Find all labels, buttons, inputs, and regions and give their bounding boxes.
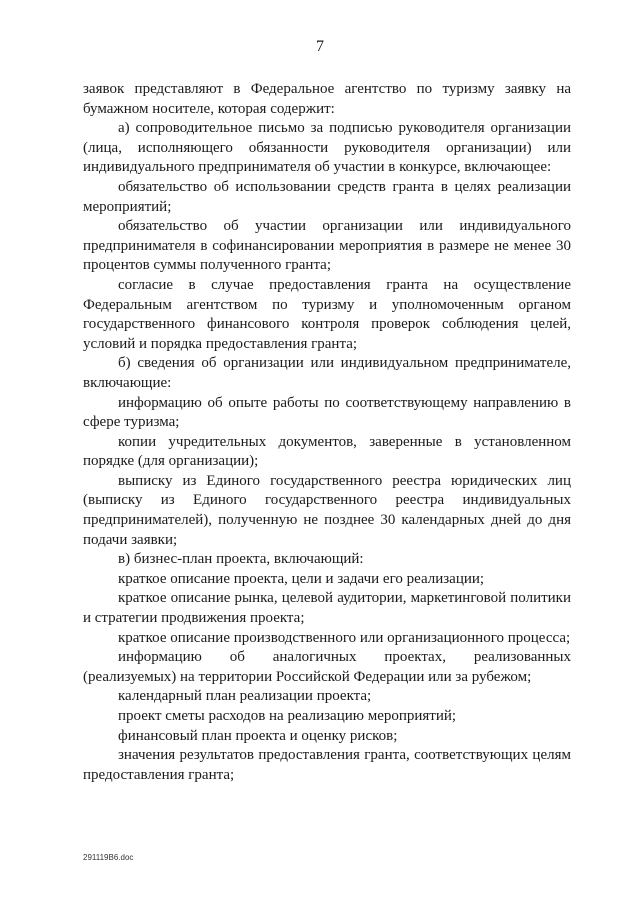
paragraph: а) сопроводительное письмо за подписью руководителя организации (лица, исполняющего обязанности руководителя организации) или индивидуального предпринимателя об участии в конкурсе, включающее: [83, 120, 571, 176]
paragraph: копии учредительных документов, заверенные в установленном порядке (для организации); [83, 433, 571, 470]
paragraph: календарный план реализации проекта; [118, 688, 372, 705]
paragraph: б) сведения об организации или индивидуальном предпринимателе, включающие: [83, 355, 571, 391]
document-code: 291119B6.doc [83, 853, 134, 862]
paragraph: обязательство об использовании средств гранта в целях реализации мероприятий; [83, 178, 571, 215]
paragraph: краткое описание рынка, целевой аудитории, маркетинговой политики и стратегии продвижения проекта; [83, 590, 571, 627]
paragraph: обязательство об участии организации или индивидуального предпринимателя в софинансировании мероприятия в размере не менее 30 процентов суммы полученного гранта; [83, 218, 571, 274]
page-number: 7 [316, 38, 324, 55]
paragraph: выписку из Единого государственного реестра юридических лиц (выписку из Единого государственного реестра индивидуальных предпринимателей), полученную не позднее 30 календарных дней до дня подачи заявки; [83, 472, 571, 548]
paragraph: краткое описание производственного или организационного процесса; [118, 629, 571, 646]
paragraph: финансовый план проекта и оценку рисков; [118, 727, 398, 744]
paragraph: краткое описание проекта, цели и задачи его реализации; [118, 570, 485, 587]
document-body [83, 80, 571, 785]
paragraph: заявок представляют в Федеральное агентство по туризму заявку на бумажном носителе, которая содержит: [83, 81, 571, 117]
paragraph: значения результатов предоставления гранта, соответствующих целям предоставления гранта; [83, 747, 571, 783]
paragraph: информацию об опыте работы по соответствующему направлению в сфере туризма; [83, 394, 571, 431]
paragraph: согласие в случае предоставления гранта на осуществление Федеральным агентством по туризму и уполномоченным органом государственного финансового контроля проверок соблюдения целей, условий и порядка предоставления гранта; [83, 276, 571, 352]
paragraph: в) бизнес-план проекта, включающий: [118, 551, 364, 568]
paragraph: проект сметы расходов на реализацию мероприятий; [118, 708, 457, 724]
paragraph: информацию об аналогичных проектах, реализованных (реализуемых) на территории Российской Федерации или за рубежом; [83, 649, 571, 685]
